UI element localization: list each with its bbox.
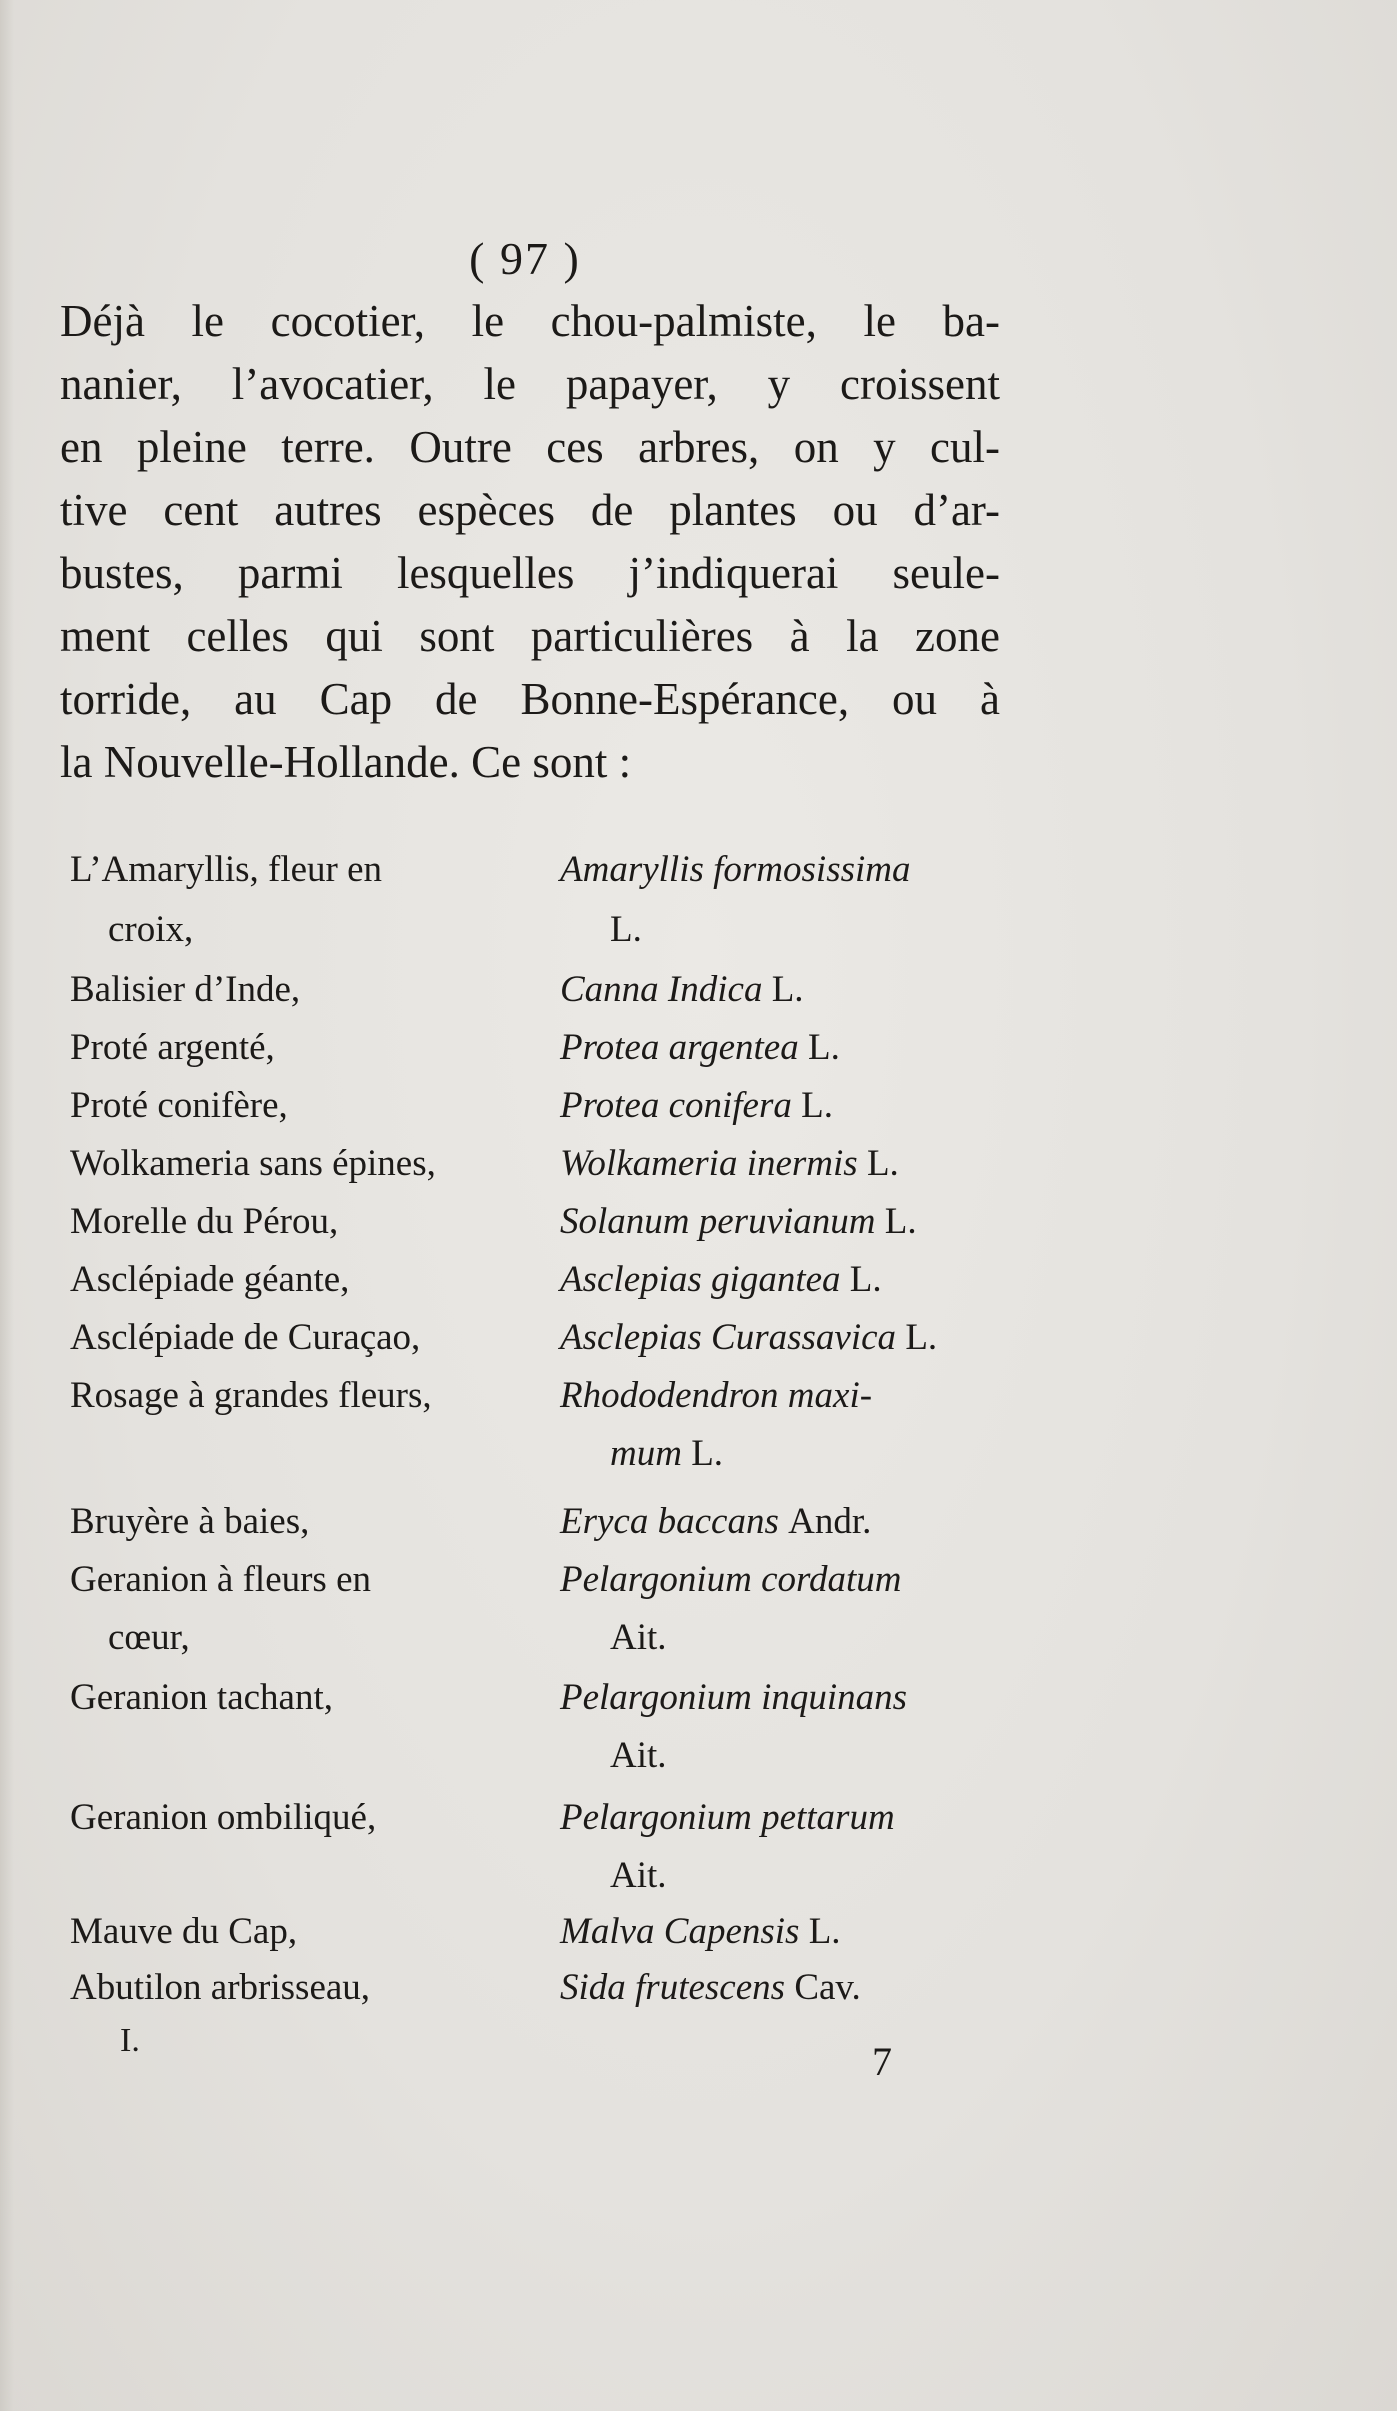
latin-author: Cav. (794, 1967, 861, 2008)
french-name: Geranion à fleurs en (70, 1559, 372, 1600)
latin-name-continued: mum L. (610, 1433, 724, 1474)
latin-author: L. (849, 1259, 882, 1300)
french-name: Asclépiade de Curaçao, (70, 1317, 421, 1358)
latin-author: L. (610, 909, 642, 950)
latin-name: Amaryllis formosissima (560, 849, 911, 890)
latin-author: L. (866, 1143, 899, 1184)
page-header: ( 97 ) (469, 233, 581, 284)
paragraph-line: bustes, parmi lesquelles j’indiquerai seule- (60, 548, 1000, 598)
paragraph-line: la Nouvelle-Hollande. Ce sont : (60, 737, 632, 787)
latin-author: L. (905, 1317, 938, 1358)
french-name: L’Amaryllis, fleur en (70, 849, 383, 890)
french-name-continued: croix, (108, 909, 194, 950)
french-name: Rosage à grandes fleurs, (70, 1375, 432, 1416)
latin-name: Eryca baccans Andr. (560, 1501, 872, 1542)
french-name: Balisier d’Inde, (70, 969, 301, 1010)
french-name: Proté conifère, (70, 1085, 288, 1126)
french-name: Bruyère à baies, (70, 1501, 310, 1542)
latin-name: Canna Indica L. (560, 969, 804, 1010)
latin-author: L. (808, 1911, 841, 1952)
latin-name: Solanum peruvianum L. (560, 1201, 917, 1242)
latin-author: Ait. (610, 1735, 667, 1776)
latin-name: Pelargonium cordatum (560, 1559, 902, 1600)
latin-name: Asclepias Curassavica L. (560, 1317, 938, 1358)
page-gutter-shadow (0, 0, 14, 2411)
latin-author: Ait. (610, 1855, 667, 1896)
latin-author: Ait. (610, 1617, 667, 1658)
french-name: Asclépiade géante, (70, 1259, 350, 1300)
french-name: Abutilon arbrisseau, (70, 1967, 371, 2008)
paragraph-line: ment celles qui sont particulières à la zone (60, 611, 1000, 661)
latin-author: Andr. (788, 1501, 872, 1542)
french-name-continued: cœur, (108, 1617, 190, 1658)
french-name: Wolkameria sans épines, (70, 1143, 436, 1184)
paragraph-line: nanier, l’avocatier, le papayer, y croissent (60, 359, 1000, 409)
latin-name: Pelargonium inquinans (560, 1677, 908, 1718)
latin-author: L. (807, 1027, 840, 1068)
latin-author: L. (771, 969, 804, 1010)
latin-author: L. (691, 1433, 724, 1474)
french-name: Geranion ombiliqué, (70, 1797, 377, 1838)
latin-name: Sida frutescens Cav. (560, 1967, 861, 2008)
latin-name: Asclepias gigantea L. (560, 1259, 882, 1300)
latin-name: Pelargonium pettarum (560, 1797, 895, 1838)
latin-name: Rhododendron maxi- (560, 1375, 873, 1416)
latin-name: Protea conifera L. (560, 1085, 833, 1126)
french-name: Mauve du Cap, (70, 1911, 298, 1952)
latin-name: Malva Capensis L. (560, 1911, 841, 1952)
paragraph-line: torride, au Cap de Bonne-Espérance, ou à (60, 674, 1000, 724)
french-name: Morelle du Pérou, (70, 1201, 339, 1242)
paragraph-line: tive cent autres espèces de plantes ou d’ar- (60, 485, 1000, 535)
gathering-number: 7 (872, 2039, 892, 2084)
latin-name: Wolkameria inermis L. (560, 1143, 899, 1184)
paragraph-line: Déjà le cocotier, le chou-palmiste, le ba- (60, 296, 1000, 346)
paragraph-line: en pleine terre. Outre ces arbres, on y cul- (60, 422, 1000, 472)
french-name: Geranion tachant, (70, 1677, 333, 1718)
french-name: Proté argenté, (70, 1027, 275, 1068)
latin-name: Protea argentea L. (560, 1027, 840, 1068)
signature-mark: I. (120, 2022, 140, 2059)
body-paragraph (60, 290, 1000, 794)
latin-author: L. (801, 1085, 833, 1126)
latin-author: L. (884, 1201, 917, 1242)
